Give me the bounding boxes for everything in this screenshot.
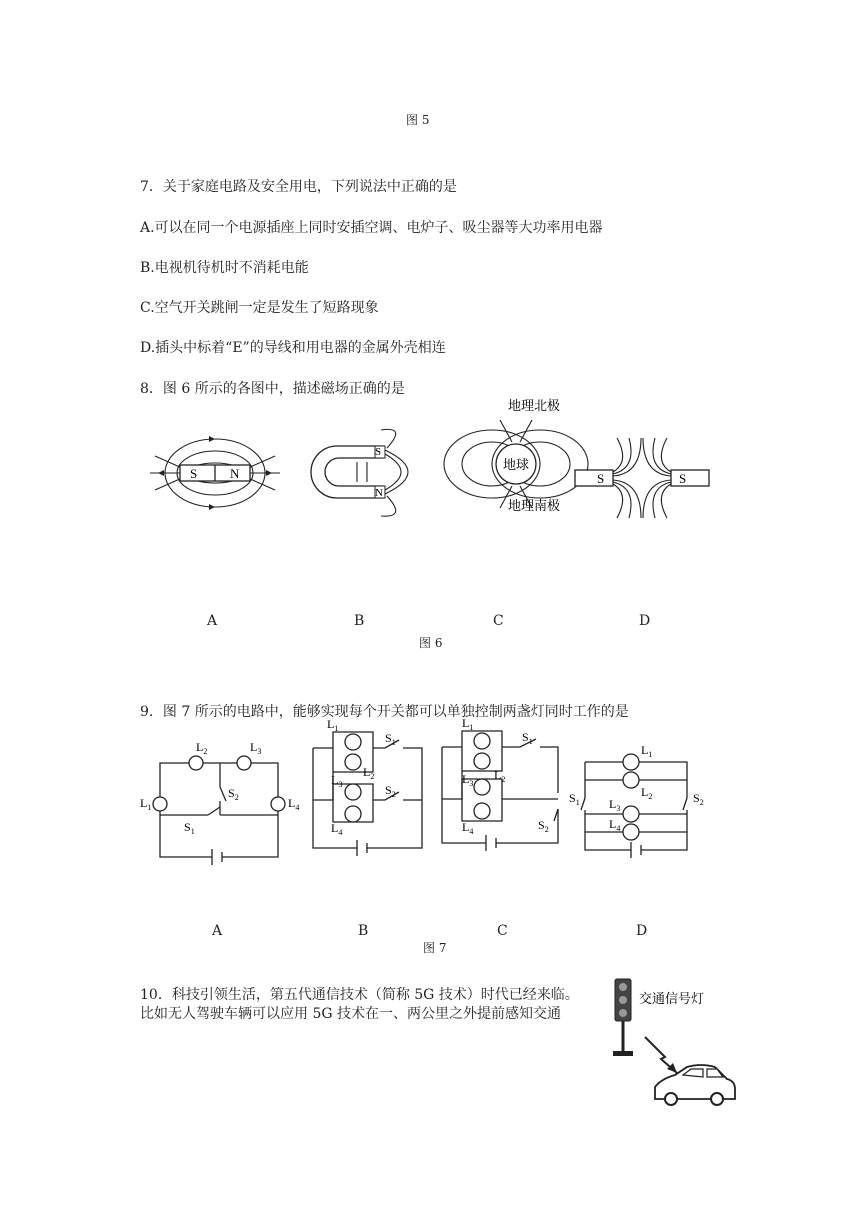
- figure-7a-circuit: [140, 735, 300, 865]
- svg-text:L1: $L_1$: [462, 716, 474, 732]
- question-8-stem: 8．图 6 所示的各图中，描述磁场正确的是: [140, 381, 405, 397]
- svg-text:S2: $S_2$: [228, 786, 239, 802]
- figure-7-label-a: A: [212, 923, 223, 939]
- geo-north-label: 地理北极: [508, 398, 561, 413]
- geo-south-label: 地理南极: [508, 498, 561, 513]
- svg-text:S1: $S_1$: [569, 791, 580, 807]
- figure-6b-horseshoe-magnet: [297, 426, 437, 522]
- bar-magnet-s-label: S: [190, 466, 198, 481]
- figure-6-label-b: B: [354, 613, 365, 629]
- figure-6d-like-poles: [575, 432, 709, 522]
- svg-text:L4: $L_4$: [462, 820, 474, 836]
- horseshoe-n-label: N: [375, 487, 383, 499]
- svg-text:S1: $S_1$: [385, 731, 396, 747]
- figure-6-label-a: A: [207, 613, 218, 629]
- svg-text:L1: $L_1$: [327, 717, 339, 733]
- pole-left-s-label: S: [597, 471, 605, 486]
- figure-7-label-b: B: [358, 923, 369, 939]
- svg-text:S2: $S_2$: [385, 783, 396, 799]
- svg-text:S2: $S_2$: [693, 791, 704, 807]
- question-7-stem: 7．关于家庭电路及安全用电，下列说法中正确的是: [140, 179, 457, 195]
- svg-text:L1: $L_1$: [641, 743, 653, 759]
- figure-6-label-c: C: [493, 613, 504, 629]
- traffic-light-car-illustration: [605, 975, 745, 1110]
- figure-6a-bar-magnet: [150, 428, 280, 518]
- svg-text:L2: $L_2$: [494, 768, 506, 784]
- svg-text:L4: $L_4$: [331, 821, 343, 837]
- svg-text:L3: $L_3$: [250, 740, 262, 756]
- figure-6-label-d: D: [639, 613, 651, 629]
- figure-5-caption: 图 5: [406, 113, 430, 127]
- svg-text:S1: $S_1$: [522, 730, 533, 746]
- figure-7-label-c: C: [497, 923, 508, 939]
- horseshoe-s-label: S: [375, 446, 382, 458]
- svg-text:L2: $L_2$: [196, 740, 208, 756]
- bar-magnet-n-label: N: [230, 466, 240, 481]
- question-7-option-b: B.电视机待机时不消耗电能: [140, 260, 309, 276]
- svg-text:S2: $S_2$: [538, 818, 549, 834]
- traffic-light-label: 交通信号灯: [639, 991, 705, 1006]
- question-9-stem: 9．图 7 所示的电路中，能够实现每个开关都可以单独控制两盏灯同时工作的是: [140, 704, 629, 720]
- svg-text:L1: $L_1$: [140, 796, 152, 812]
- svg-text:L3: $L_3$: [462, 772, 474, 788]
- svg-text:L2: $L_2$: [641, 785, 653, 801]
- question-10-line-1: 10．科技引领生活，第五代通信技术（简称 5G 技术）时代已经来临。: [140, 987, 579, 1003]
- question-7-option-d: D.插头中标着“E”的导线和用电器的金属外壳相连: [140, 340, 446, 356]
- question-10-line-2: 比如无人驾驶车辆可以应用 5G 技术在一、两公里之外提前感知交通: [140, 1006, 561, 1022]
- pole-right-s-label: S: [679, 471, 687, 486]
- figure-7-label-d: D: [636, 923, 648, 939]
- svg-text:L3: $L_3$: [609, 797, 621, 813]
- figure-7d-circuit: [569, 738, 715, 860]
- figure-7c-circuit: [440, 717, 565, 857]
- figure-6-caption: 图 6: [419, 636, 443, 650]
- svg-text:L4: $L_4$: [288, 796, 300, 812]
- question-7-option-c: C.空气开关跳闸一定是发生了短路现象: [140, 300, 379, 316]
- svg-text:L3: $L_3$: [331, 773, 343, 789]
- figure-7-caption: 图 7: [423, 941, 447, 955]
- question-7-option-a: A.可以在同一个电源插座上同时安插空调、电炉子、吸尘器等大功率用电器: [140, 220, 603, 236]
- svg-text:S1: $S_1$: [184, 820, 195, 836]
- earth-label: 地球: [503, 457, 530, 472]
- svg-text:L4: $L_4$: [609, 817, 621, 833]
- svg-text:L2: $L_2$: [363, 765, 375, 781]
- figure-7b-circuit: [305, 718, 430, 860]
